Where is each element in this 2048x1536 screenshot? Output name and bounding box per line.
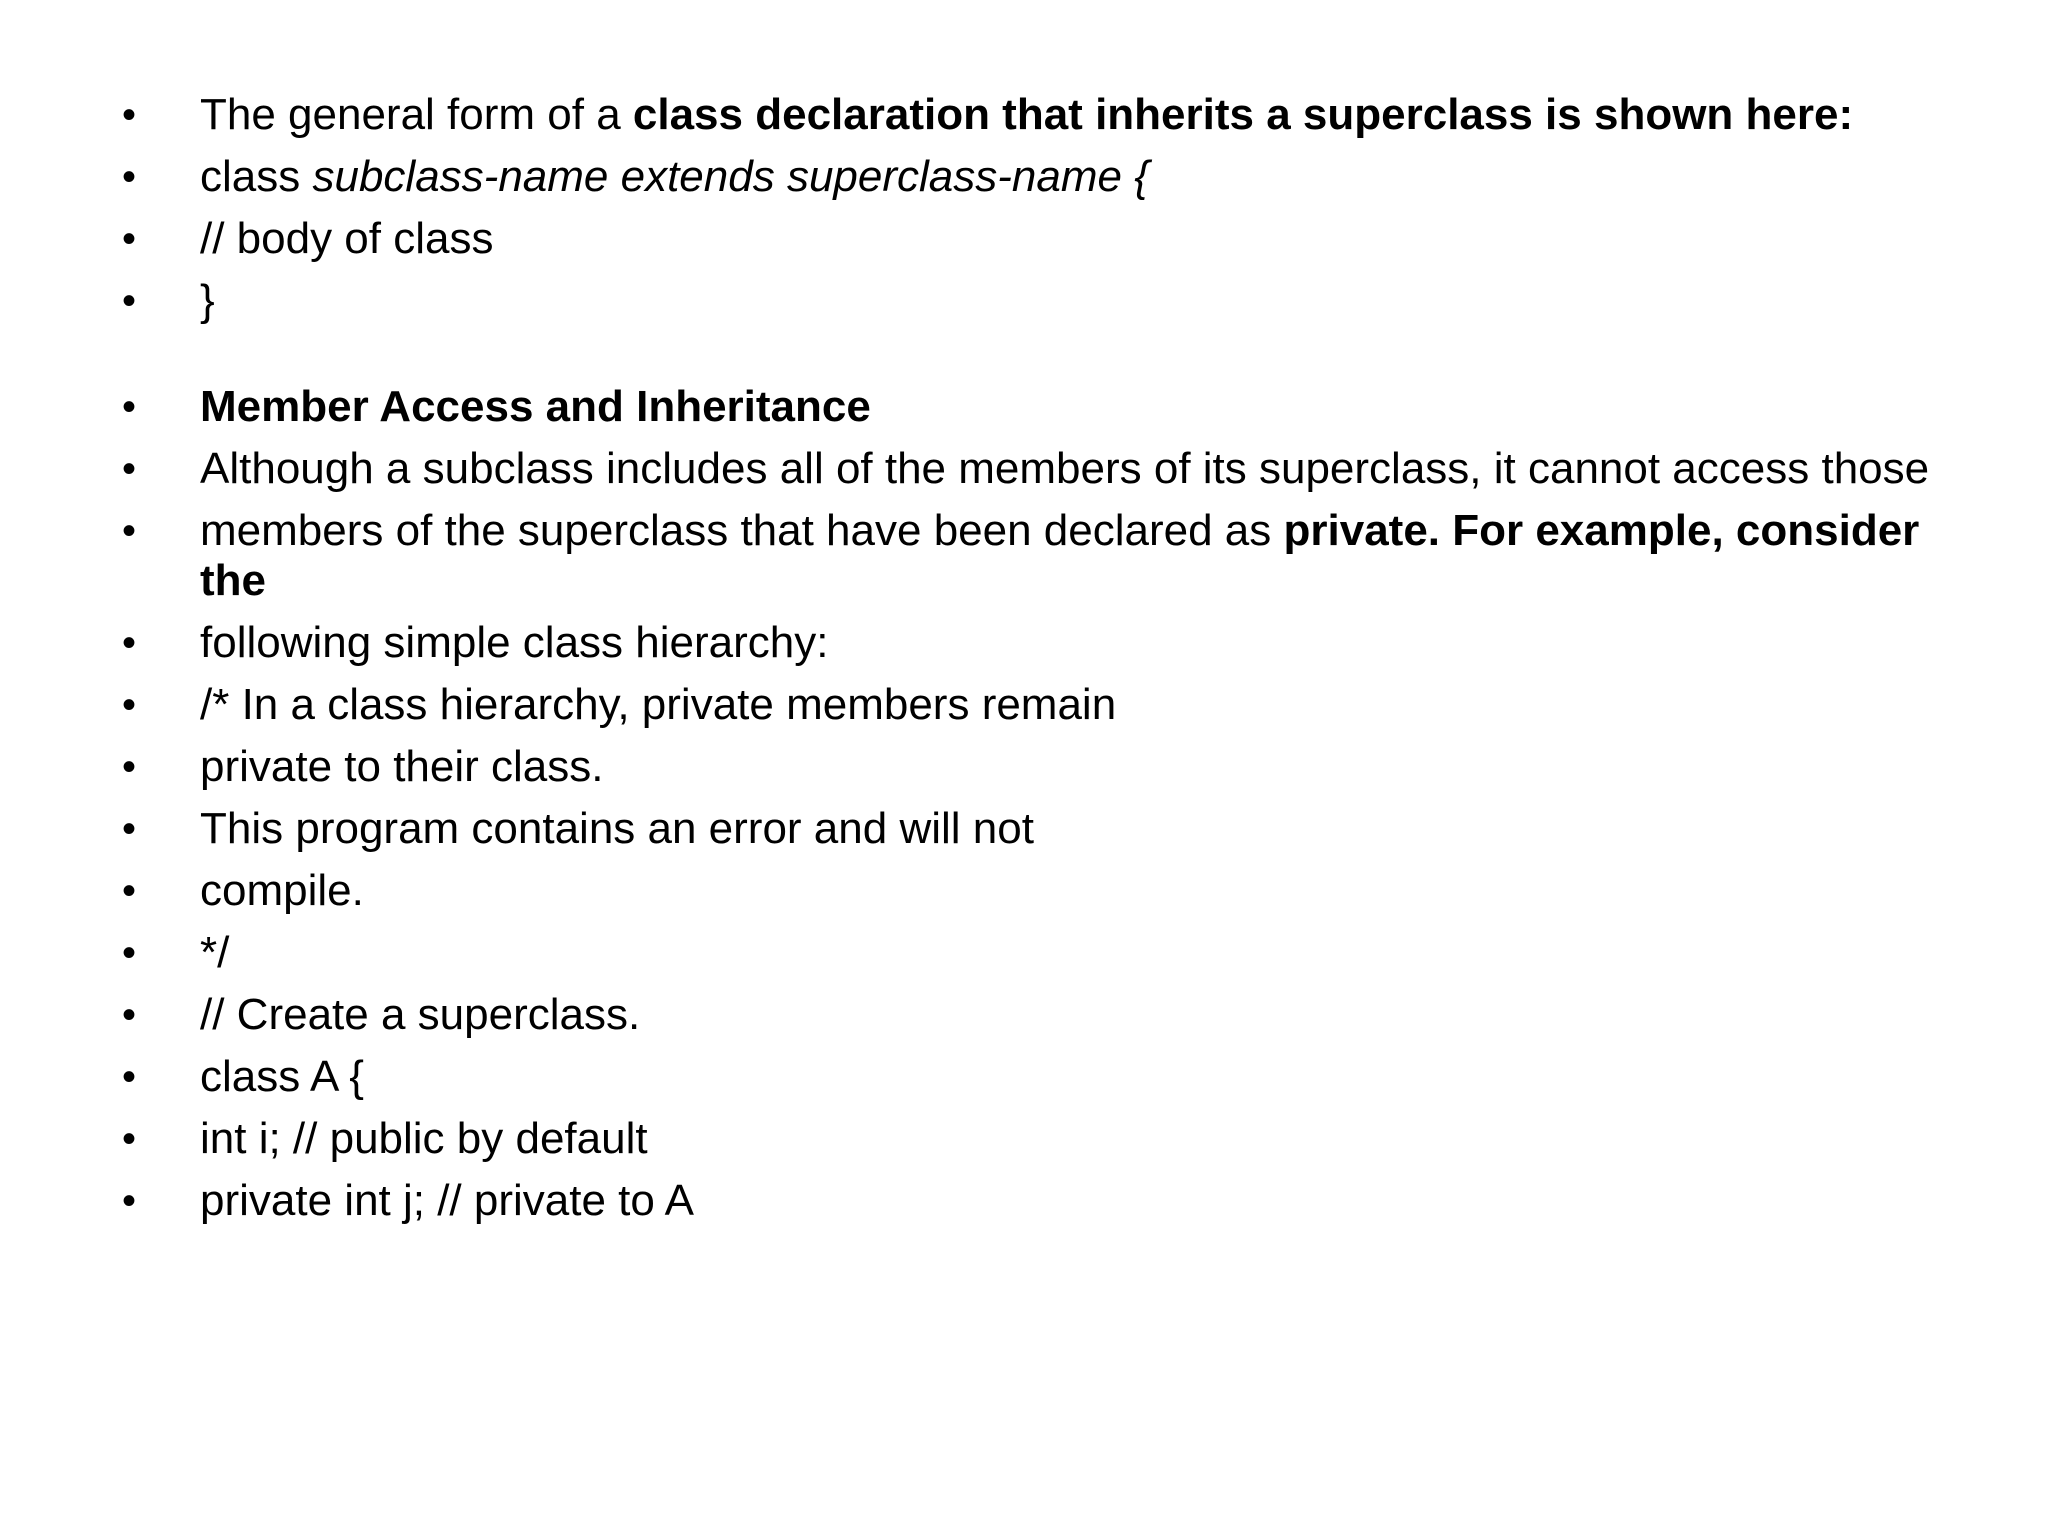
bullet-item [200, 990, 1940, 1040]
text-run: // Create a superclass. [200, 990, 641, 1039]
text-run: /* In a class hierarchy, private members remain [200, 680, 1117, 729]
bullet-item [200, 1052, 1940, 1102]
bullet-item [200, 506, 1940, 606]
bullet-item [200, 1114, 1940, 1164]
text-run: compile. [200, 866, 364, 915]
bold-text: private. For example, consider the [200, 506, 1920, 605]
text-run: } [200, 276, 215, 325]
text-run: // body of class [200, 214, 494, 263]
bullet-item [200, 1176, 1940, 1226]
bold-text: Member Access and Inheritance [200, 382, 871, 431]
bold-text: class declaration that inherits a superclass is shown here: [632, 90, 1854, 139]
text-run: This program contains an error and will not [200, 804, 1034, 853]
text-run: private int j; // private to A [200, 1176, 695, 1225]
text-run: The general form of a [200, 90, 633, 139]
bullet-item [200, 618, 1940, 668]
text-run: int i; // public by default [200, 1114, 648, 1163]
text-run: class [200, 152, 313, 201]
italic-text: subclass-name extends superclass-name { [312, 152, 1149, 201]
text-run: members of the superclass that have been declared as [200, 506, 1284, 555]
bullet-item [200, 90, 1940, 140]
text-run: Although a subclass includes all of the members of its superclass, it cannot access those [200, 444, 1930, 493]
bullet-item [200, 804, 1940, 854]
bullet-item [200, 866, 1940, 916]
bullet-item [200, 742, 1940, 792]
text-run: class A { [200, 1052, 364, 1101]
text-run: private to their class. [200, 742, 604, 791]
bullet-list [200, 90, 1940, 1238]
bullet-item [200, 276, 1940, 326]
bullet-item [200, 928, 1940, 978]
bullet-item [200, 444, 1940, 494]
bullet-item [200, 680, 1940, 730]
text-run: following simple class hierarchy: [200, 618, 829, 667]
bullet-item [200, 152, 1940, 202]
bullet-item [200, 214, 1940, 264]
bullet-item [200, 382, 1940, 432]
text-run: */ [200, 928, 230, 977]
